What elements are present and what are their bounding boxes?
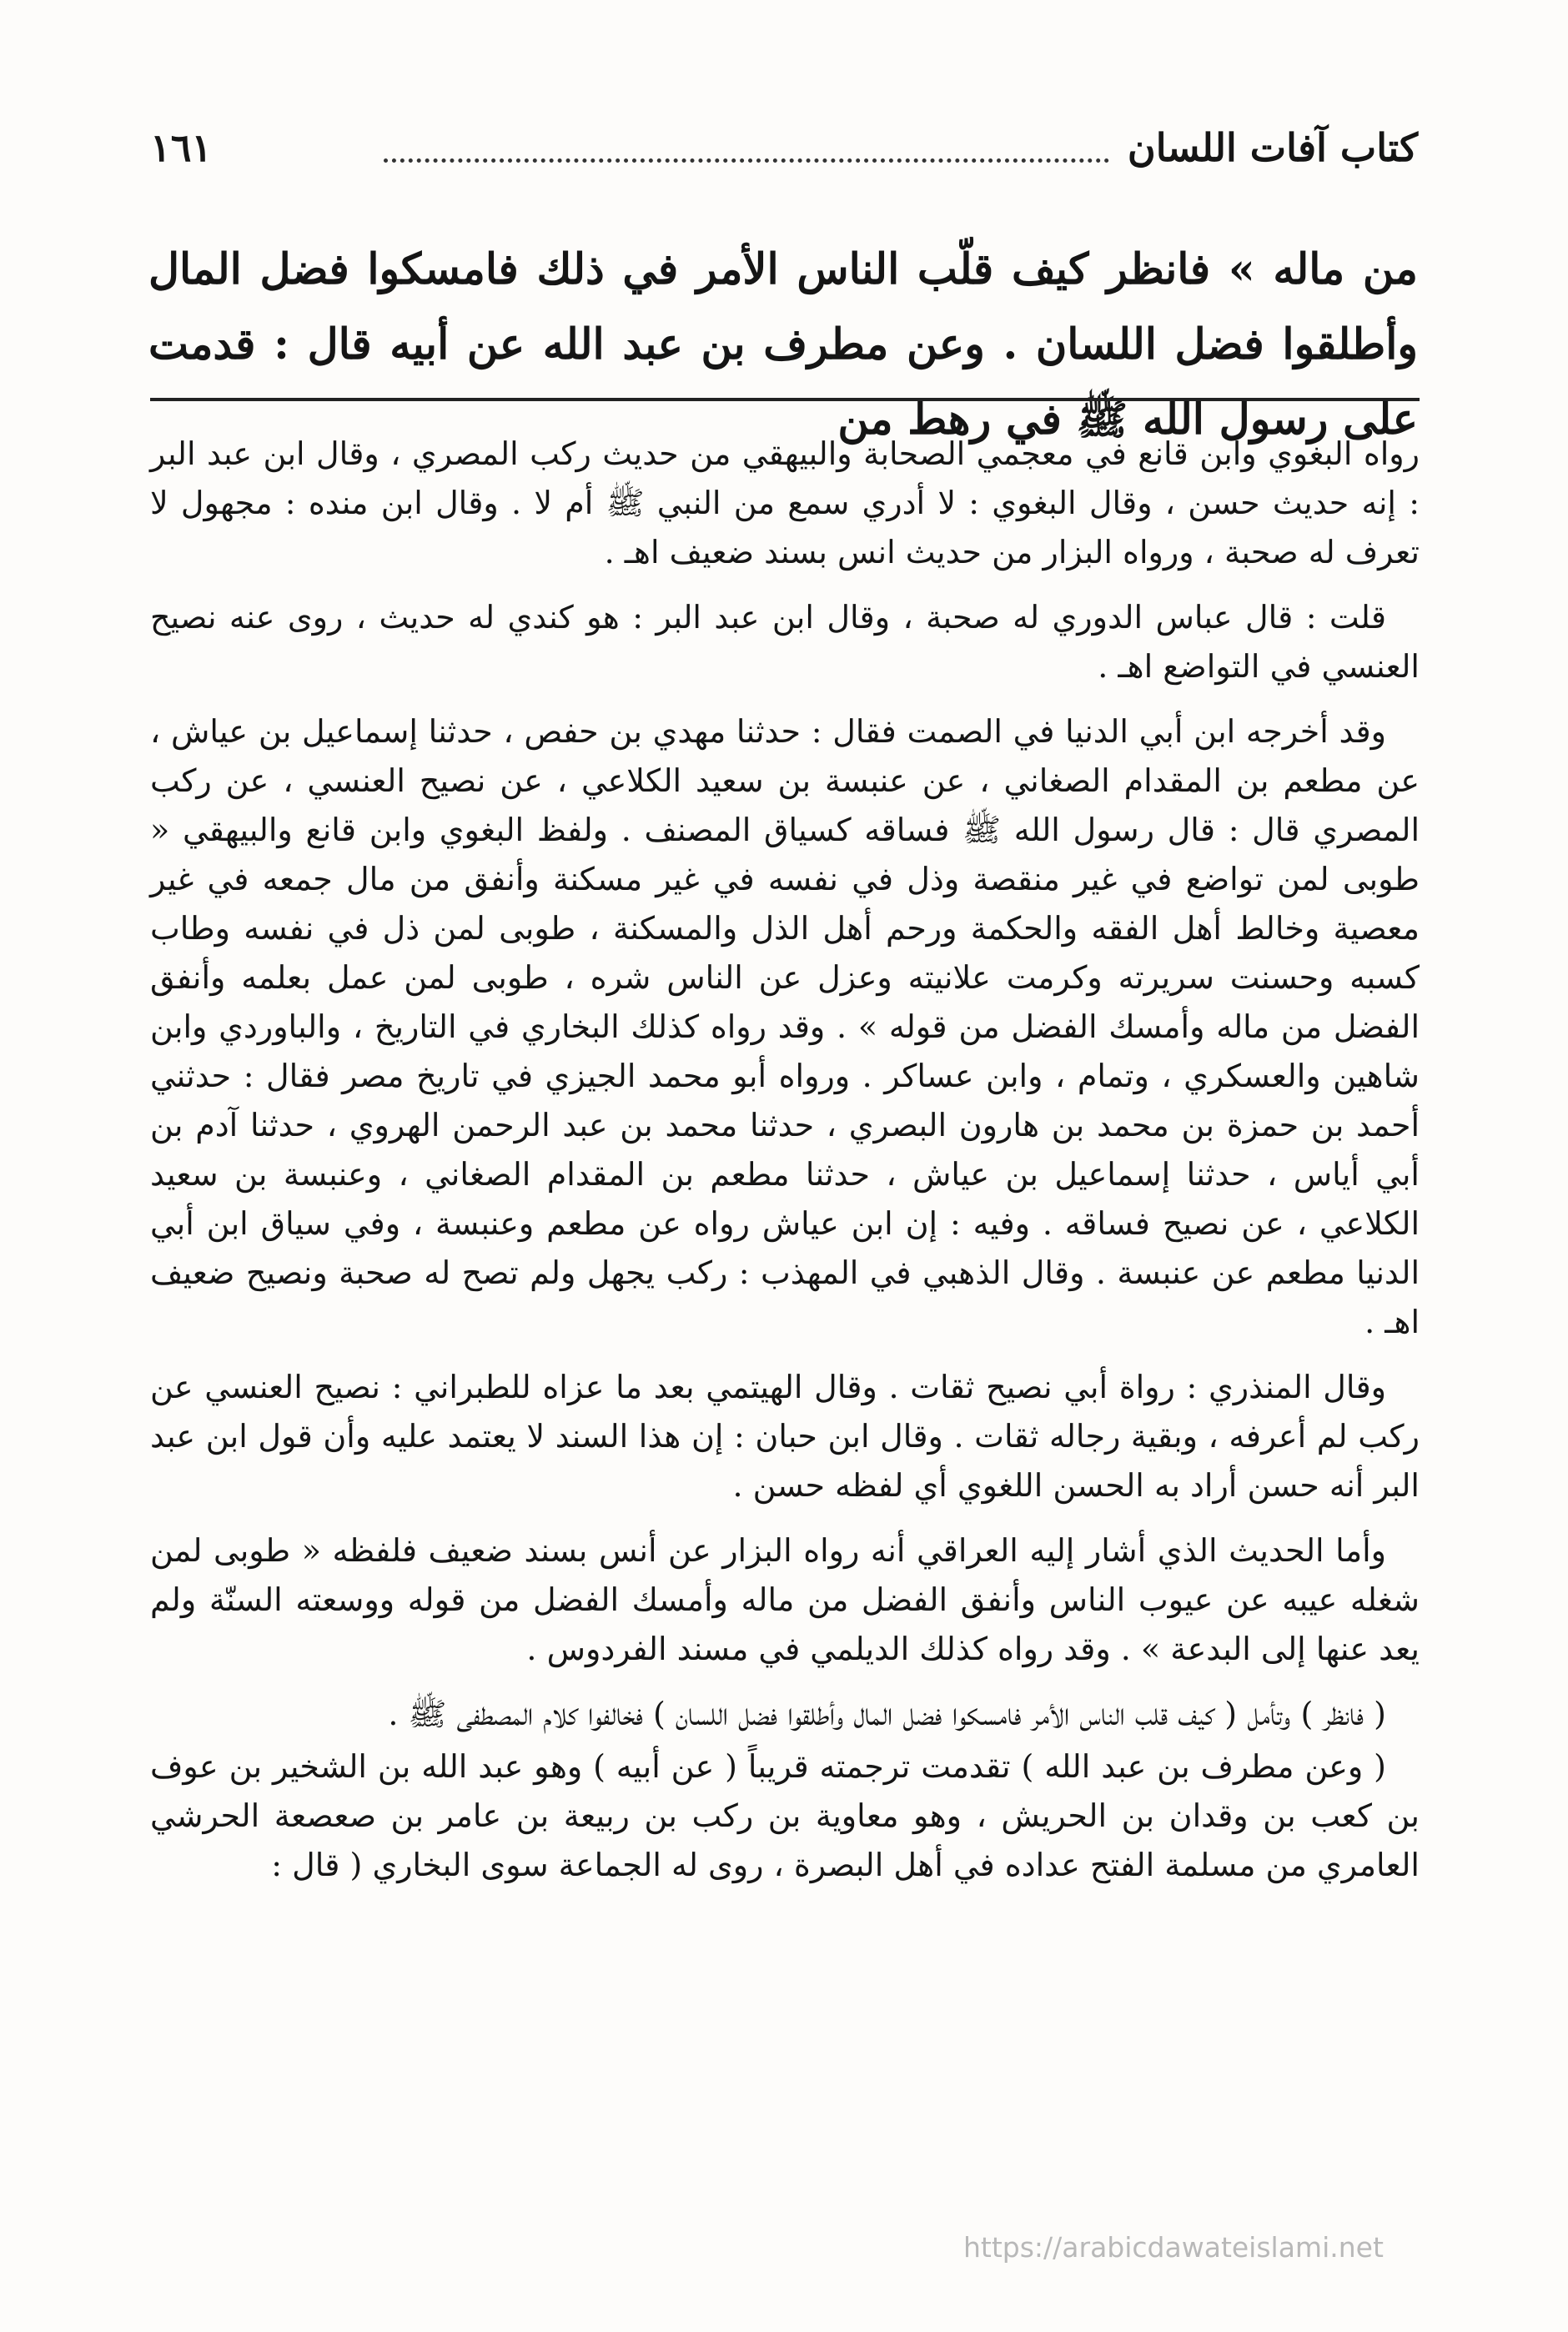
footnote-paragraph: وأما الحديث الذي أشار إليه العراقي أنه رواه البزار عن أنس بسند ضعيف فلفظه « طوبى لمن شغله عيبه عن عيوب الناس وأنفق الفضل من ماله وأمسك الفضل من قوله ووسعته السنّة ولم يعد عنها إلى البدعة » . وقد رواه كذلك الديلمي في مسند الفردوس . (150, 1532, 1420, 1667)
running-header (150, 125, 1418, 183)
footnote-paragraph: وقال المنذري : رواة أبي نصيح ثقات . وقال الهيتمي بعد ما عزاه للطبراني : نصيح العنسي عن ركب لم أعرفه ، وبقية رجاله ثقات . وقال ابن حبان : إن هذا السند لا يعتمد عليه وأن قول ابن عبد البر أنه حسن أراد به الحسن اللغوي أي لفظه حسن . (150, 1369, 1420, 1504)
header-title: كتاب آفات اللسان (1127, 125, 1418, 170)
page-number: ١٦١ (150, 125, 213, 170)
footnote-paragraph: وقد أخرجه ابن أبي الدنيا في الصمت فقال : حدثنا مهدي بن حفص ، حدثنا إسماعيل بن عياش ، عن مطعم بن المقدام الصغاني ، عن عنبسة بن سعيد الكلاعي ، عن نصيح العنسي ، عن ركب المصري قال : قال رسول الله ﷺ فساقه كسياق المصنف . ولفظ البغوي وابن قانع والبيهقي « طوبى لمن تواضع في غير منقصة وذل في نفسه في غير مسكنة وأنفق من مال جمعه في غير معصية وخالط أهل الفقه والحكمة ورحم أهل الذل والمسكنة ، طوبى لمن ذل في نفسه وطاب كسبه وحسنت سريرته وكرمت علانيته وعزل عن الناس شره ، طوبى لمن عمل بعلمه وأنفق الفضل من ماله وأمسك الفضل من قوله » . وقد رواه كذلك البخاري في التاريخ ، والباوردي وابن شاهين والعسكري ، وتمام ، وابن عساكر . ورواه أبو محمد الجيزي في تاريخ مصر فقال : حدثني أحمد بن حمزة بن محمد بن هارون البصري ، حدثنا محمد بن عبد الرحمن الهروي ، حدثنا آدم بن أبي أياس ، حدثنا إسماعيل بن عياش ، حدثنا مطعم بن المقدام الصغاني ، وعنبسة بن سعيد الكلاعي ، عن نصيح فساقه . وفيه : إن ابن عياش رواه عن مطعم وعنبسة ، وفي سياق ابن أبي الدنيا مطعم عن عنبسة . وقال الذهبي في المهذب : ركب يجهل ولم تصح له صحبة ونصيح ضعيف اهـ . (150, 713, 1420, 1340)
footnote-paragraph: قلت : قال عباس الدوري له صحبة ، وقال ابن عبد البر : هو كندي له حديث ، روى عنه نصيح العنسي في التواضع اهـ . (150, 599, 1420, 685)
commentary (150, 430, 1420, 1906)
footnote-paragraph: ( فانظر ) وتأمل ( كيف قلب الناس الأمر فامسكوا فضل المال وأطلقوا فضل اللسان ) فخالفوا كلام المصطفى ﷺ . (388, 1696, 1386, 1732)
footnote-paragraph: ( وعن مطرف بن عبد الله ) تقدمت ترجمته قريباً ( عن أبيه ) وهو عبد الله بن الشخير بن عوف بن كعب بن وقدان بن الحريش ، وهو معاوية بن ركب بن ربيعة بن عامر بن صعصعة الحرشي العامري من مسلمة الفتح عداده في أهل البصرة ، روى له الجماعة سوى البخاري ( قال : (150, 1748, 1420, 1883)
main-text: من ماله » فانظر كيف قلّب الناس الأمر في ذلك فامسكوا فضل المال وأطلقوا فضل اللسان . وعن مطرف بن عبد الله عن أبيه قال : قدمت على رسول الله ﷺ في رهط من (148, 244, 1418, 445)
watermark-url: https://arabicdawateislami.net (963, 2231, 1384, 2264)
header-dotted-leader (384, 142, 1109, 163)
footnote-paragraph: رواه البغوي وابن قانع في معجمي الصحابة والبيهقي من حديث ركب المصري ، وقال ابن عبد البر : إنه حديث حسن ، وقال البغوي : لا أدري سمع من النبي ﷺ أم لا . وقال ابن منده : مجهول لا تعرف له صحبة ، ورواه البزار من حديث انس بسند ضعيف اهـ . (150, 435, 1420, 570)
footnote-separator (150, 398, 1420, 401)
